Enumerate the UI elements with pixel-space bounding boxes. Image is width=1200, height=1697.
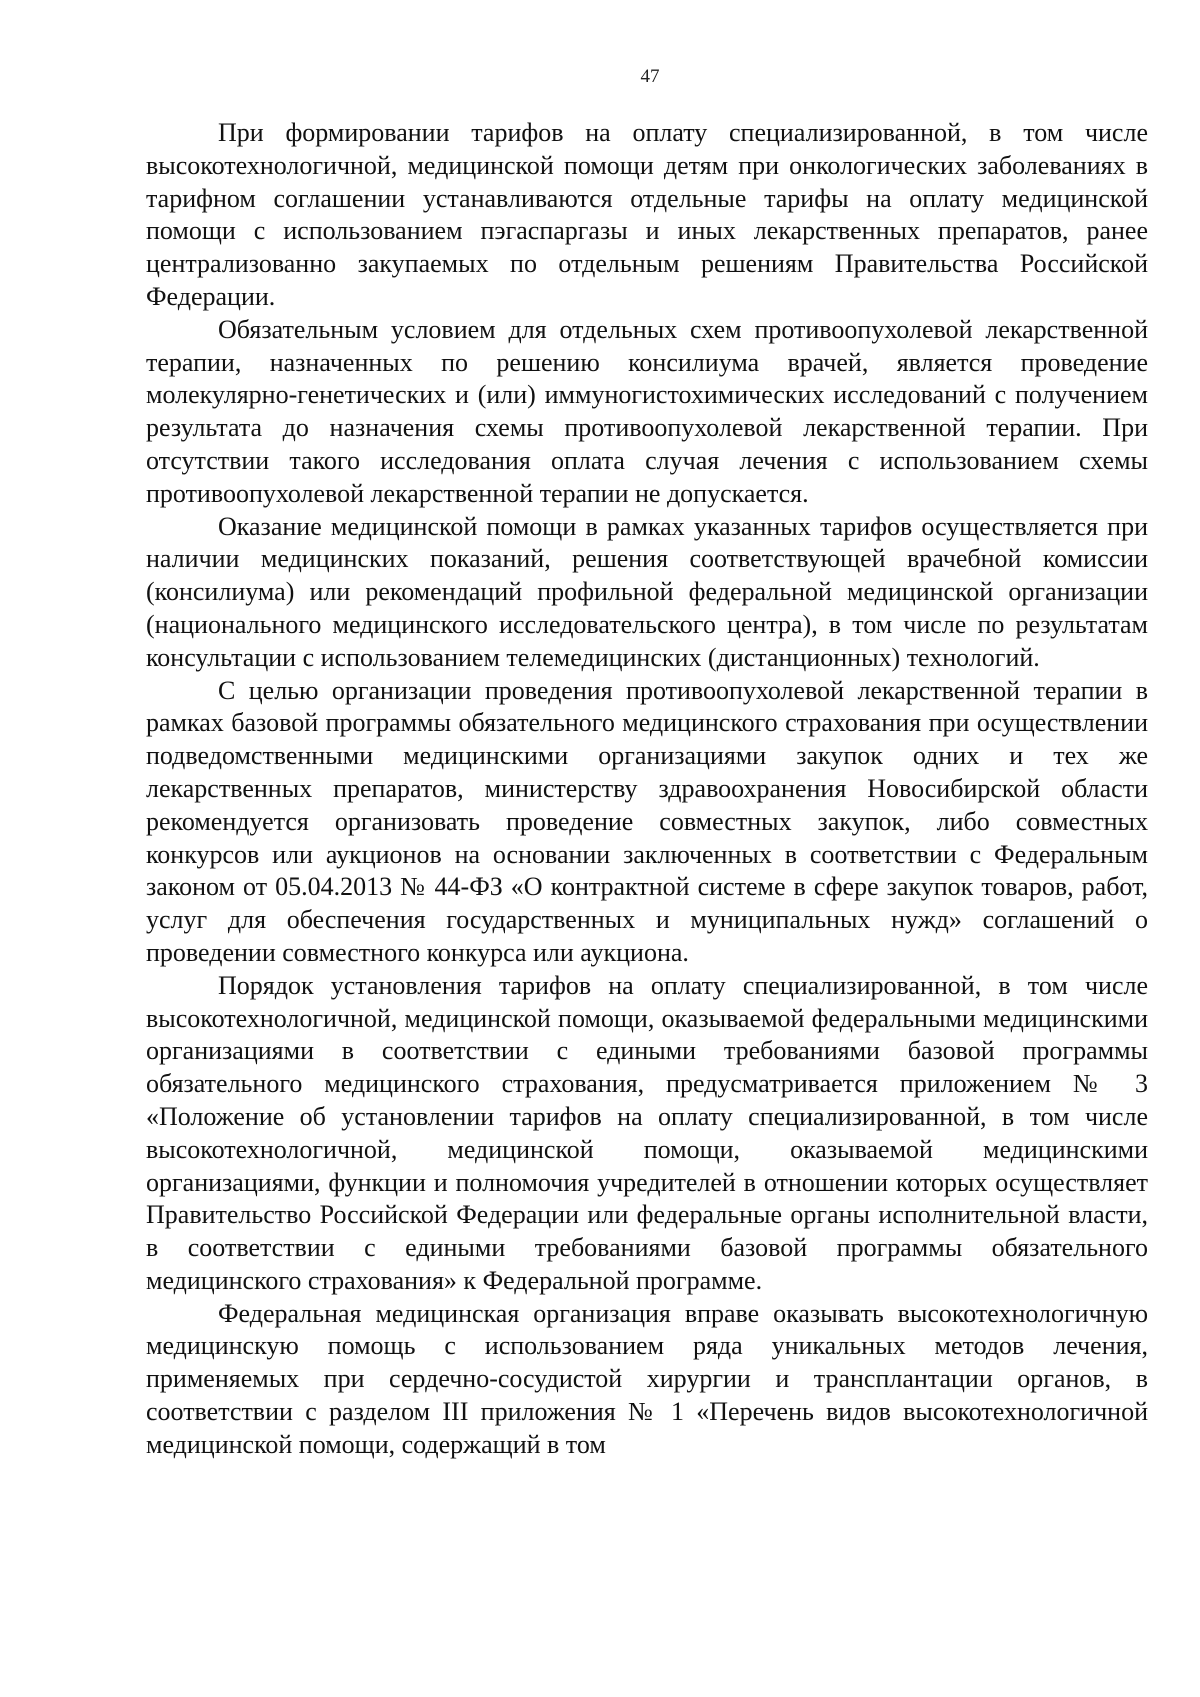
paragraph-mandatory-condition: Обязательным условием для отдельных схем противоопухолевой лекарственной терапии, назначенных по решению консилиума врачей, является проведение молекулярно-генетических и (или) иммуногистохимических исследований с получением результата до назначения схемы противоопухолевой лекарственной терапии. При отсутствии такого исследования оплата случая лечения с использованием схемы противоопухолевой лекарственной терапии не допускается. <box>146 314 1148 508</box>
paragraph-medical-care-provision: Оказание медицинской помощи в рамках указанных тарифов осуществляется при наличии медицинских показаний, решения соответствующей врачебной комиссии (консилиума) или рекомендаций профильной федеральной медицинской организации (национального медицинского исследовательского центра), в том числе по результатам консультации с использованием телемедицинских (дистанционных) технологий. <box>146 511 1148 672</box>
paragraph-pegaspargase-tariffs: При формировании тарифов на оплату специализированной, в том числе высокотехнологичной, медицинской помощи детям при онкологических заболеваниях в тарифном соглашении устанавливаются отдельные тарифы на оплату медицинской помощи с использованием пэгаспаргазы и иных лекарственных препаратов, ранее централизованно закупаемых по отдельным решениям Правительства Российской Федерации. <box>146 118 1148 311</box>
page-number: 47 <box>640 66 660 87</box>
document-body <box>146 117 1148 1462</box>
paragraph-tariff-procedure: Порядок установления тарифов на оплату специализированной, в том числе высокотехнологичной, медицинской помощи, оказываемой федеральными медицинскими организациями в соответствии с едиными требованиями базовой программы обязательного медицинского страхования, предусматривается приложением № 3 «Положение об установлении тарифов на оплату специализированной, в том числе высокотехнологичной, медицинской помощи, оказываемой медицинскими организациями, функции и полномочия учредителей в отношении которых осуществляет Правительство Российской Федерации или федеральные органы исполнительной власти, в соответствии с едиными требованиями базовой программы обязательного медицинского страхования» к Федеральной программе. <box>146 970 1148 1295</box>
paragraph-joint-procurement: С целью организации проведения противоопухолевой лекарственной терапии в рамках базовой программы обязательного медицинского страхования при осуществлении подведомственными медицинскими организациями закупок одних и тех же лекарственных препаратов, министерству здравоохранения Новосибирской области рекомендуется организовать проведение совместных закупок, либо совместных конкурсов или аукционов на основании заключенных в соответствии с Федеральным законом от 05.04.2013 № 44-ФЗ «О контрактной системе в сфере закупок товаров, работ, услуг для обеспечения государственных и муниципальных нужд» соглашений о проведении совместного конкурса или аукциона. <box>146 675 1148 967</box>
paragraph-federal-organization: Федеральная медицинская организация вправе оказывать высокотехнологичную медицинскую помощь с использованием ряда уникальных методов лечения, применяемых при сердечно-сосудистой хирургии и трансплантации органов, в соответствии с разделом III приложения № 1 «Перечень видов высокотехнологичной медицинской помощи, содержащий в том <box>146 1298 1148 1459</box>
